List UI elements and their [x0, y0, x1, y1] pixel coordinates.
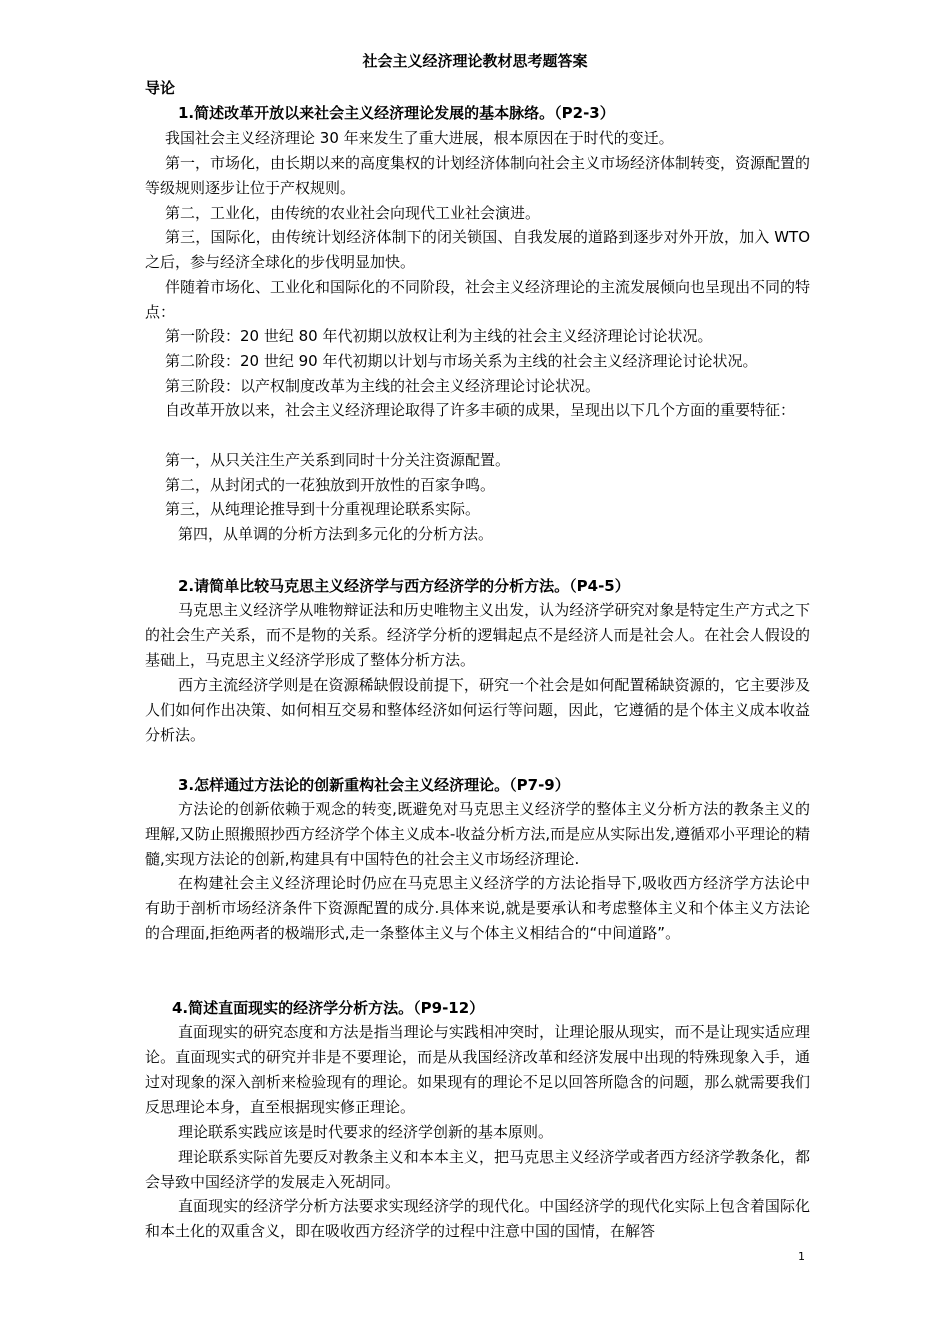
q2-paragraph: 西方主流经济学则是在资源稀缺假设前提下，研究一个社会是如何配置稀缺资源的，它主要涉及人们如何作出决策、如何相互交易和整体经济如何运行等问题，因此，它遵循的是个体主义成本收益分析法。 [145, 676, 810, 744]
document-title: 社会主义经济理论教材思考题答案 [362, 52, 588, 70]
section-heading: 导论 [145, 79, 176, 97]
q1-paragraph: 第一，市场化，由长期以来的高度集权的计划经济体制向社会主义市场经济体制转变，资源配置的等级规则逐步让位于产权规则。 [145, 154, 811, 197]
q1-paragraph: 第一阶段：20 世纪 80 年代初期以放权让利为主线的社会主义经济理论讨论状况。 [165, 327, 713, 345]
q1-paragraph: 第三，从纯理论推导到十分重视理论联系实际。 [165, 500, 481, 518]
question-1-title: 1.简述改革开放以来社会主义经济理论发展的基本脉络。（P2-3） [178, 104, 615, 122]
q1-paragraph: 第二，工业化，由传统的农业社会向现代工业社会演进。 [165, 204, 541, 222]
question-4-title: 4.简述直面现实的经济学分析方法。（P9-12） [172, 999, 485, 1017]
q4-paragraph: 理论联系实践应该是时代要求的经济学创新的基本原则。 [178, 1123, 554, 1141]
q1-paragraph: 第三，国际化，由传统计划经济体制下的闭关锁国、自我发展的道路到逐步对外开放，加入 WTO 之后，参与经济全球化的步伐明显加快。 [145, 228, 810, 271]
page-number: 1 [798, 1250, 805, 1263]
q1-paragraph: 我国社会主义经济理论 30 年来发生了重大进展，根本原因在于时代的变迁。 [165, 129, 674, 147]
q4-paragraph: 直面现实的经济学分析方法要求实现经济学的现代化。中国经济学的现代化实际上包含着国际化和本土化的双重含义，即在吸收西方经济学的过程中注意中国的国情，在解答 [145, 1197, 810, 1240]
q1-paragraph: 自改革开放以来，社会主义经济理论取得了许多丰硕的成果，呈现出以下几个方面的重要特征： [165, 401, 796, 419]
q1-paragraph: 伴随着市场化、工业化和国际化的不同阶段，社会主义经济理论的主流发展倾向也呈现出不同的特点： [145, 278, 811, 321]
q3-paragraph: 方法论的创新依赖于观念的转变,既避免对马克思主义经济学的整体主义分析方法的教条主义的理解,又防止照搬照抄西方经济学个体主义成本-收益分析方法,而是应从实际出发,遵循邓小平理论的精髓,实现方法论的创新,构建具有中国特色的社会主义市场经济理论. [145, 800, 810, 868]
q4-paragraph: 理论联系实际首先要反对教条主义和本本主义，把马克思主义经济学或者西方经济学教条化，都会导致中国经济学的发展走入死胡同。 [145, 1148, 810, 1191]
question-3-title: 3.怎样通过方法论的创新重构社会主义经济理论。（P7-9） [178, 776, 570, 794]
q1-paragraph: 第二阶段：20 世纪 90 年代初期以计划与市场关系为主线的社会主义经济理论讨论状况。 [165, 352, 758, 370]
q1-paragraph: 第一，从只关注生产关系到同时十分关注资源配置。 [165, 451, 511, 469]
q2-paragraph: 马克思主义经济学从唯物辩证法和历史唯物主义出发，认为经济学研究对象是特定生产方式之下的社会生产关系，而不是物的关系。经济学分析的逻辑起点不是经济人而是社会人。在社会人假设的基础上，马克思主义经济学形成了整体分析方法。 [145, 601, 810, 669]
q1-paragraph: 第四，从单调的分析方法到多元化的分析方法。 [178, 525, 494, 543]
q3-paragraph: 在构建社会主义经济理论时仍应在马克思主义经济学的方法论指导下,吸收西方经济学方法论中有助于剖析市场经济条件下资源配置的成分.具体来说,就是要承认和考虑整体主义和个体主义方法论的合理面,拒绝两者的极端形式,走一条整体主义与个体主义相结合的“中间道路”。 [145, 874, 810, 942]
q4-paragraph: 直面现实的研究态度和方法是指当理论与实践相冲突时，让理论服从现实，而不是让现实适应理论。直面现实式的研究并非是不要理论，而是从我国经济改革和经济发展中出现的特殊现象入手，通过对现象的深入剖析来检验现有的理论。如果现有的理论不足以回答所隐含的问题，那么就需要我们反思理论本身，直至根据现实修正理论。 [145, 1023, 810, 1116]
question-2-title: 2.请简单比较马克思主义经济学与西方经济学的分析方法。（P4-5） [178, 577, 630, 595]
q1-paragraph: 第二，从封闭式的一花独放到开放性的百家争鸣。 [165, 476, 496, 494]
q1-paragraph: 第三阶段：以产权制度改革为主线的社会主义经济理论讨论状况。 [165, 377, 601, 395]
